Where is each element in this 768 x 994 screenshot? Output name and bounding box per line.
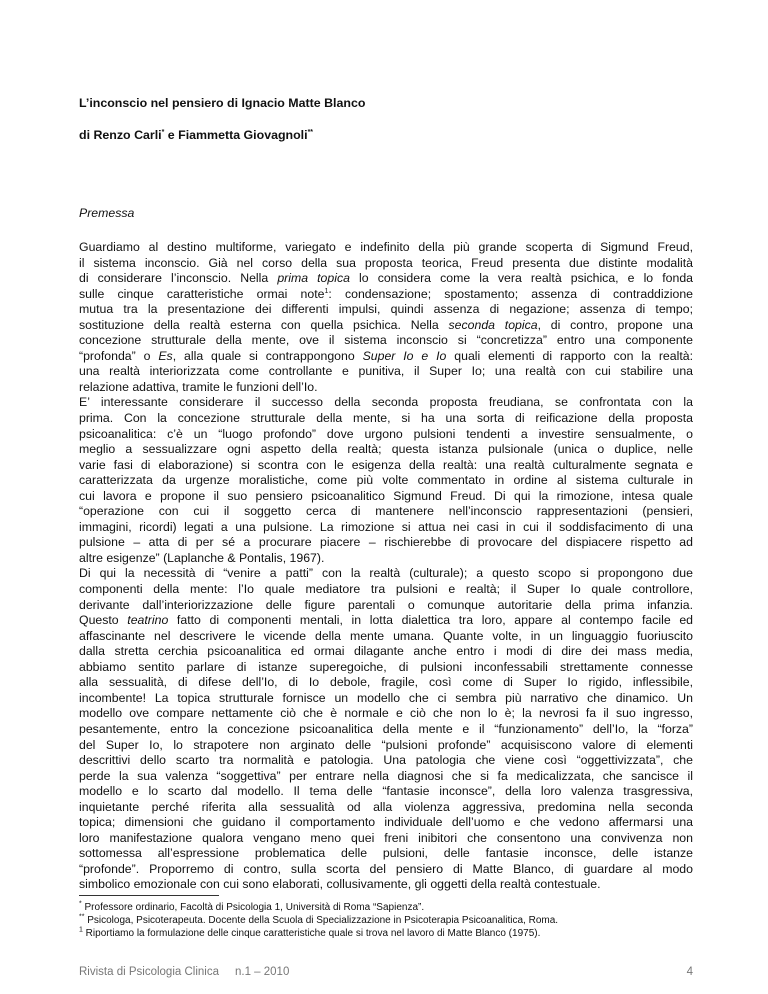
body-line: “operazione con cui il soggetto cerca di mantenere nell’inconscio rappresentazioni (pensieri, — [79, 504, 693, 519]
body-line: una realtà interiorizzata come controllante e punitiva, il Super Io; una realtà con cui stabilire una — [79, 364, 693, 379]
page-number: 4 — [686, 966, 693, 978]
body-line: modello ove compare nettamente ciò che è normale e ciò che non lo è; la nevrosi fa il suo ingresso, — [79, 706, 693, 721]
body-line: caratterizzata da urgenze moralistiche, come più volte commentato in ordine al sistema culturale in — [79, 473, 693, 488]
footnote-separator — [79, 895, 219, 896]
footnote-text: Psicologa, Psicoterapeuta. Docente della Scuola di Specializzazione in Psicoterapia Psicoanalitica, Roma. — [84, 915, 559, 926]
body-line: sostituzione della realtà esterna con quella psichica. Nella seconda topica, di contro, propone una — [79, 317, 693, 332]
body-line: di considerare l’inconscio. Nella prima topica lo considera come la vera realtà psichica, e lo fonda — [79, 271, 693, 286]
body-line: relazione adattiva, tramite le funzioni dell’Io. — [79, 379, 318, 394]
article-title: L’inconscio nel pensiero di Ignacio Matte Blanco — [79, 96, 366, 110]
journal-name: Rivista di Psicologia Clinica — [79, 966, 219, 978]
author-1: di Renzo Carli — [79, 128, 162, 142]
footnote-marker: 1 — [79, 926, 83, 934]
body-line: cui lavora e propone il suo pensiero psicoanalitico Sigmund Freud. Di qui la rimozione, intesa quale — [79, 488, 693, 503]
body-line: E’ interessante considerare il successo della seconda proposta freudiana, se confrontata con la — [79, 395, 693, 410]
body-line: loro manifestazione qualora vengano meno quei freni inibitori che consentono una convivenza non — [79, 830, 693, 845]
body-line: Di qui la necessità di “venire a patti” con la realtà (culturale); a questo scopo si propongono due — [79, 566, 693, 581]
body-line: del Super Io, lo strapotere non arginato delle “pulsioni profonde” acquisiscono valore di elementi — [79, 737, 693, 752]
body-line: descrittivi dello scarto tra normalità e patologia. Una patologia che viene così “oggettivizzata”, che — [79, 753, 693, 768]
section-heading: Premessa — [79, 206, 135, 220]
footnote — [79, 927, 693, 940]
body-line: perde la sua valenza “soggettiva” per entrare nella diagnosi che si fa medicalizzata, che sancisce il — [79, 768, 693, 783]
issue-number: n.1 – 2010 — [234, 966, 290, 978]
footnote-mark-2[interactable]: ** — [307, 128, 314, 136]
footnote — [79, 914, 693, 927]
body-line: incombente! La topica strutturale fornisce un modello che ci sembra più narrativo che dinamico. Un — [79, 690, 693, 705]
body-line: pulsione – atta di per sé a procurare piacere – rischierebbe di provocare del dispiacere rispetto ad — [79, 535, 693, 550]
body-text — [79, 240, 693, 893]
body-line: sulle cinque caratteristiche ormai note$^1$: condensazione; spostamento; assenza di contraddizione — [79, 286, 693, 301]
footnote — [79, 901, 693, 914]
body-line: derivante dall’interiorizzazione delle figure parentali o comunque autoritarie della prima infanzia. — [79, 597, 693, 612]
body-line: prima. Con la concezione strutturale della mente, si ha una sorta di reificazione della proposta — [79, 411, 693, 426]
body-line: alla sessualità, di difese dell’Io, di Io debole, fragile, così come di Super Io rigido, inflessibile, — [79, 675, 693, 690]
body-line: concezione strutturale della mente, ove il sistema inconscio si “concretizza” entro una componente — [79, 333, 693, 348]
body-line: modello e lo scarto dal modello. Il tema delle “fantasie inconsce”, della loro valenza trasgressiva, — [79, 784, 693, 799]
body-line: componenti della mente: l’Io quale mediatore tra pulsioni e realtà; il Super Io quale controllore, — [79, 582, 693, 597]
body-line: Guardiamo al destino multiforme, variegato e indefinito della più grande scoperta di Sigmund Freud, — [79, 240, 693, 254]
footnote-marker: * — [79, 900, 82, 908]
body-line: inquietante perché riferita alla sessualità od alla violenza aggressiva, predomina nella seconda — [79, 799, 693, 814]
body-line: abbiamo sentito parlare di istanze superegoiche, di pulsioni inconfessabili strettamente connesse — [79, 659, 693, 674]
body-line: immagini, ricordi) legati a una pulsione. La rimozione si attua nei casi in cui il soddisfacimento di una — [79, 519, 693, 534]
body-line: “profonda” o Es, alla quale si contrappongono Super Io e Io quali elementi di rapporto con la realtà: — [79, 348, 693, 363]
body-line: Questo teatrino fatto di componenti mentali, in lotta dialettica tra loro, appare al contempo facile ed — [79, 613, 693, 628]
footnote-text: Professore ordinario, Facoltà di Psicologia 1, Università di Roma “Sapienza”. — [81, 902, 425, 913]
body-line: sottomessa all’espressione problematica delle pulsioni, delle fantasie inconsce, delle istanze — [79, 846, 693, 861]
body-line: “profonde”. Proporremo di contro, sulla scorta del pensiero di Matte Blanco, di guardare al modo — [79, 861, 693, 876]
body-line: il sistema inconscio. Già nel corso della sua proposta teorica, Freud presenta due distinte modalità — [79, 255, 693, 270]
author-2: e Fiammetta Giovagnoli — [164, 128, 308, 142]
body-line: simbolico emozionale con cui sono elaborati, collusivamente, gli oggetti della realtà contestuale. — [79, 877, 601, 892]
body-line: meglio a sessualizzare ogni aspetto della realtà; questa istanza pulsionale (unica o duplice, nelle — [79, 442, 693, 457]
body-line: dalla stretta cerchia psicoanalitica ed ormai dilagante anche entro i modi di dire dei mass media, — [79, 644, 693, 659]
body-line: psicoanalitica: c’è un “luogo profondo” dove urgono pulsioni tendenti a investire sensualmente, o — [79, 426, 693, 441]
page-footer — [79, 966, 693, 978]
footnotes — [79, 901, 693, 940]
footnote-text: Riportiamo la formulazione delle cinque caratteristiche quale si trova nel lavoro di Matte Blanco (1975). — [82, 928, 541, 939]
footnote-marker: ** — [79, 913, 85, 921]
body-line: affascinante nel descrivere le vicende della mente umana. Quante volte, in un linguaggio fuoriuscito — [79, 628, 693, 643]
article-authors — [79, 128, 313, 142]
footnote-mark-1[interactable]: * — [161, 128, 165, 136]
body-line: altre esigenze” (Laplanche & Pontalis, 1967). — [79, 550, 325, 565]
body-line: pesantemente, entro la concezione psicoanalitica della mente e il “funzionamento” dell’Io, la “forza” — [79, 721, 693, 736]
body-line: mutua tra la presentazione dei differenti impulsi, quindi assenza di negazione; assenza di tempo; — [79, 302, 693, 317]
body-line: topica; dimensioni che guidano il comportamento individuale dell’uomo e che vedono affermarsi una — [79, 815, 693, 830]
body-line: varie fasi di elaborazione) si scontra con le esigenza della realtà: una realtà culturalmente segnata e — [79, 457, 693, 472]
